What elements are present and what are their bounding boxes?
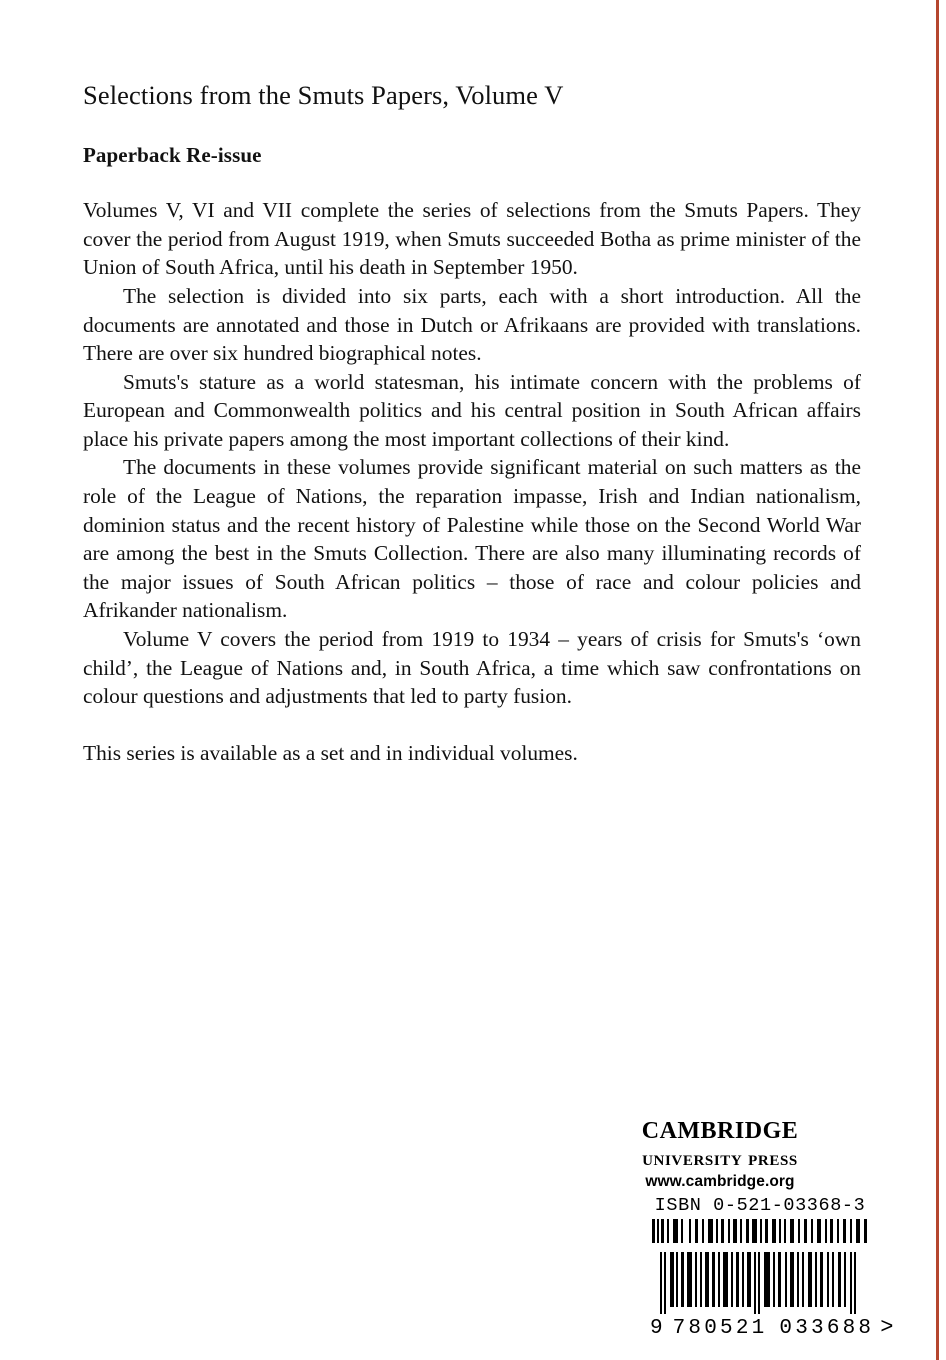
ean-lead-digit: 9 xyxy=(650,1317,664,1340)
publisher-tagline: university press xyxy=(642,1146,798,1170)
ean-digits-row xyxy=(650,1315,895,1340)
ean-group-left: 780521 xyxy=(672,1317,768,1340)
ean-caret-mark: > xyxy=(880,1315,895,1340)
availability-note: This series is available as a set and in individual volumes. xyxy=(83,741,578,766)
isbn-barcode-icon xyxy=(650,1219,870,1243)
barcode-area xyxy=(650,1195,895,1340)
ean-barcode xyxy=(650,1252,895,1340)
publisher-logo xyxy=(570,1110,870,1191)
isbn-label: ISBN 0-521-03368-3 xyxy=(654,1195,866,1216)
blurb-paragraph-4: The documents in these volumes provide significant material on such matters as the role of the League of Nations, the reparation impasse, Irish and Indian nationalism, dominion status and the recent history of Palestine while those on the Second World War are among the best in the Smuts Collection. There are also many illuminating records of the major issues of South African politics – those of race and colour policies and Afrikander nationalism. xyxy=(83,455,861,623)
blurb-paragraph-1: Volumes V, VI and VII complete the series of selections from the Smuts Papers. They cover the period from August 1919, when Smuts succeeded Botha as prime minister of the Union of South Africa, until his death in September 1950. xyxy=(83,198,861,280)
blurb-paragraph-2: The selection is divided into six parts, each with a short introduction. All the documents are annotated and those in Dutch or Afrikaans are provided with translations. There are over six hundred biographical notes. xyxy=(83,283,861,366)
edition-subtitle: Paperback Re-issue xyxy=(83,143,262,168)
ean-barcode-icon xyxy=(650,1252,870,1314)
ean-group-right: 033688 xyxy=(779,1317,875,1340)
blurb-text xyxy=(83,168,861,768)
page-title: Selections from the Smuts Papers, Volume V xyxy=(83,80,564,110)
blurb-paragraph-3: Smuts's stature as a world statesman, his intimate concern with the problems of European and Commonwealth politics and his central position in South African affairs place his private papers among the most important collections of their kind. xyxy=(83,369,861,451)
cover-text-block xyxy=(83,0,861,768)
blurb-paragraph-5: Volume V covers the period from 1919 to 1934 – years of crisis for Smuts's ‘own child’, the League of Nations and, in South Africa, a time which saw confrontations on colour questions and adjustments that led to party fusion. xyxy=(83,627,861,709)
publisher-name: cambridge xyxy=(641,1109,799,1146)
spine-edge-rule xyxy=(936,0,939,1360)
publisher-url: www.cambridge.org xyxy=(645,1173,795,1190)
